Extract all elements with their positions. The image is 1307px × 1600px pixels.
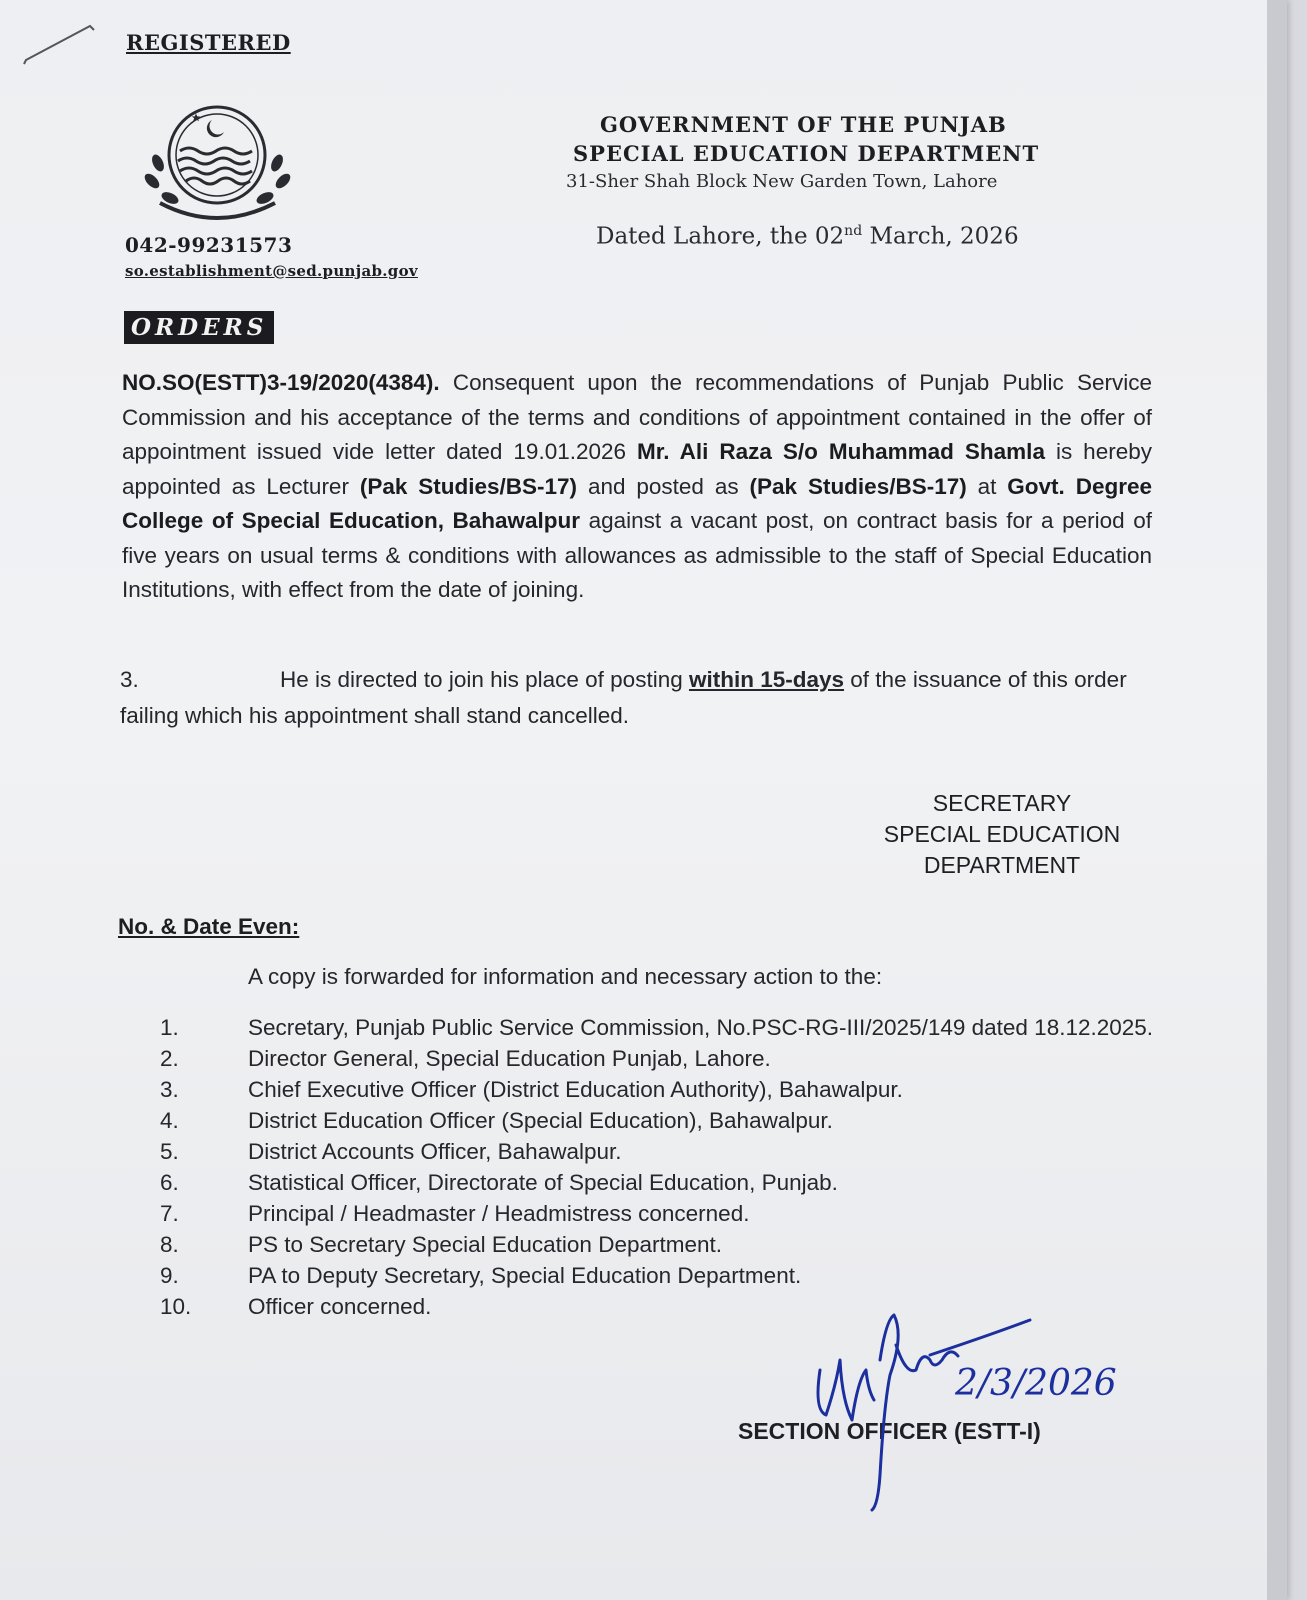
- orders-heading: ORDERS: [124, 311, 274, 344]
- list-item: 1. Secretary, Punjab Public Service Commission, No.PSC-RG-III/2025/149 dated 18.12.2025.: [160, 1015, 1154, 1040]
- paragraph-number: 3.: [120, 667, 139, 692]
- list-item: 9. PA to Deputy Secretary, Special Education Department.: [160, 1263, 802, 1288]
- secretary-block: SECRETARY SPECIAL EDUCATION DEPARTMENT: [883, 790, 1121, 878]
- page-edge: [1267, 0, 1287, 1600]
- pencil-mark: [20, 20, 100, 70]
- svg-text:2/3/2026: 2/3/2026: [955, 1363, 1117, 1404]
- list-item: 5. District Accounts Officer, Bahawalpur.: [160, 1139, 622, 1164]
- department-address: 31-Sher Shah Block New Garden Town, Lahore: [566, 171, 998, 192]
- section-officer-title: SECTION OFFICER (ESTT-I): [738, 1418, 1041, 1444]
- college-name: Govt. Degree College of Special Education, Bahawalpur: [122, 473, 1152, 533]
- distribution-list: [160, 1012, 1220, 1322]
- email-address: so.establishment@sed.punjab.gov: [125, 262, 418, 280]
- punjab-emblem-icon: [140, 103, 295, 223]
- list-item: 3. Chief Executive Officer (District Education Authority), Bahawalpur.: [160, 1077, 903, 1102]
- copy-forwarded-line: A copy is forwarded for information and necessary action to the:: [248, 964, 883, 989]
- order-reference-number: NO.SO(ESTT)3-19/2020(4384).: [122, 370, 440, 395]
- appointee-name: Mr. Ali Raza S/o Muhammad Shamla: [637, 439, 1045, 464]
- deadline-emphasis: within 15-days: [688, 667, 845, 692]
- government-title: GOVERNMENT OF THE PUNJAB: [600, 112, 1007, 137]
- list-item: 2. Director General, Special Education Punjab, Lahore.: [160, 1046, 771, 1071]
- list-item: 8. PS to Secretary Special Education Department.: [160, 1232, 722, 1257]
- list-item: 10. Officer concerned.: [160, 1294, 432, 1319]
- no-date-even-heading: No. & Date Even:: [118, 914, 300, 939]
- list-item: 7. Principal / Headmaster / Headmistress concerned.: [160, 1201, 750, 1226]
- dated-line: Dated Lahore, the 02nd March, 2026: [596, 223, 1019, 250]
- phone-number: 042-99231573: [125, 233, 293, 257]
- registered-label: REGISTERED: [126, 30, 291, 55]
- joining-paragraph: 3. He is directed to join his place of posting within 15-days of the issuance of this order failing which his appointment shall stand cancelled.: [120, 662, 1152, 734]
- order-paragraph: NO.SO(ESTT)3-19/2020(4384). Consequent upon the recommendations of Punjab Public Service Commission and his acceptance of the terms and conditions of appointment contained in the offer of appointment issued vide letter dated 19.01.2026 Mr. Ali Raza S/o Muhammad Shamla is hereby appointed as Lecturer (Pak Studies/BS-17) and posted as (Pak Studies/BS-17) at Govt. Degree College of Special Education, Bahawalpur against a vacant post, on contract basis for a period of five years on usual terms & conditions with allowances as admissible to the staff of Special Education Institutions, with effect from the date of joining.: [122, 370, 1152, 602]
- handwritten-signature: [800, 1300, 1160, 1520]
- department-title: SPECIAL EDUCATION DEPARTMENT: [573, 141, 1040, 166]
- list-item: 4. District Education Officer (Special Education), Bahawalpur.: [160, 1108, 833, 1133]
- list-item: 6. Statistical Officer, Directorate of Special Education, Punjab.: [160, 1170, 838, 1195]
